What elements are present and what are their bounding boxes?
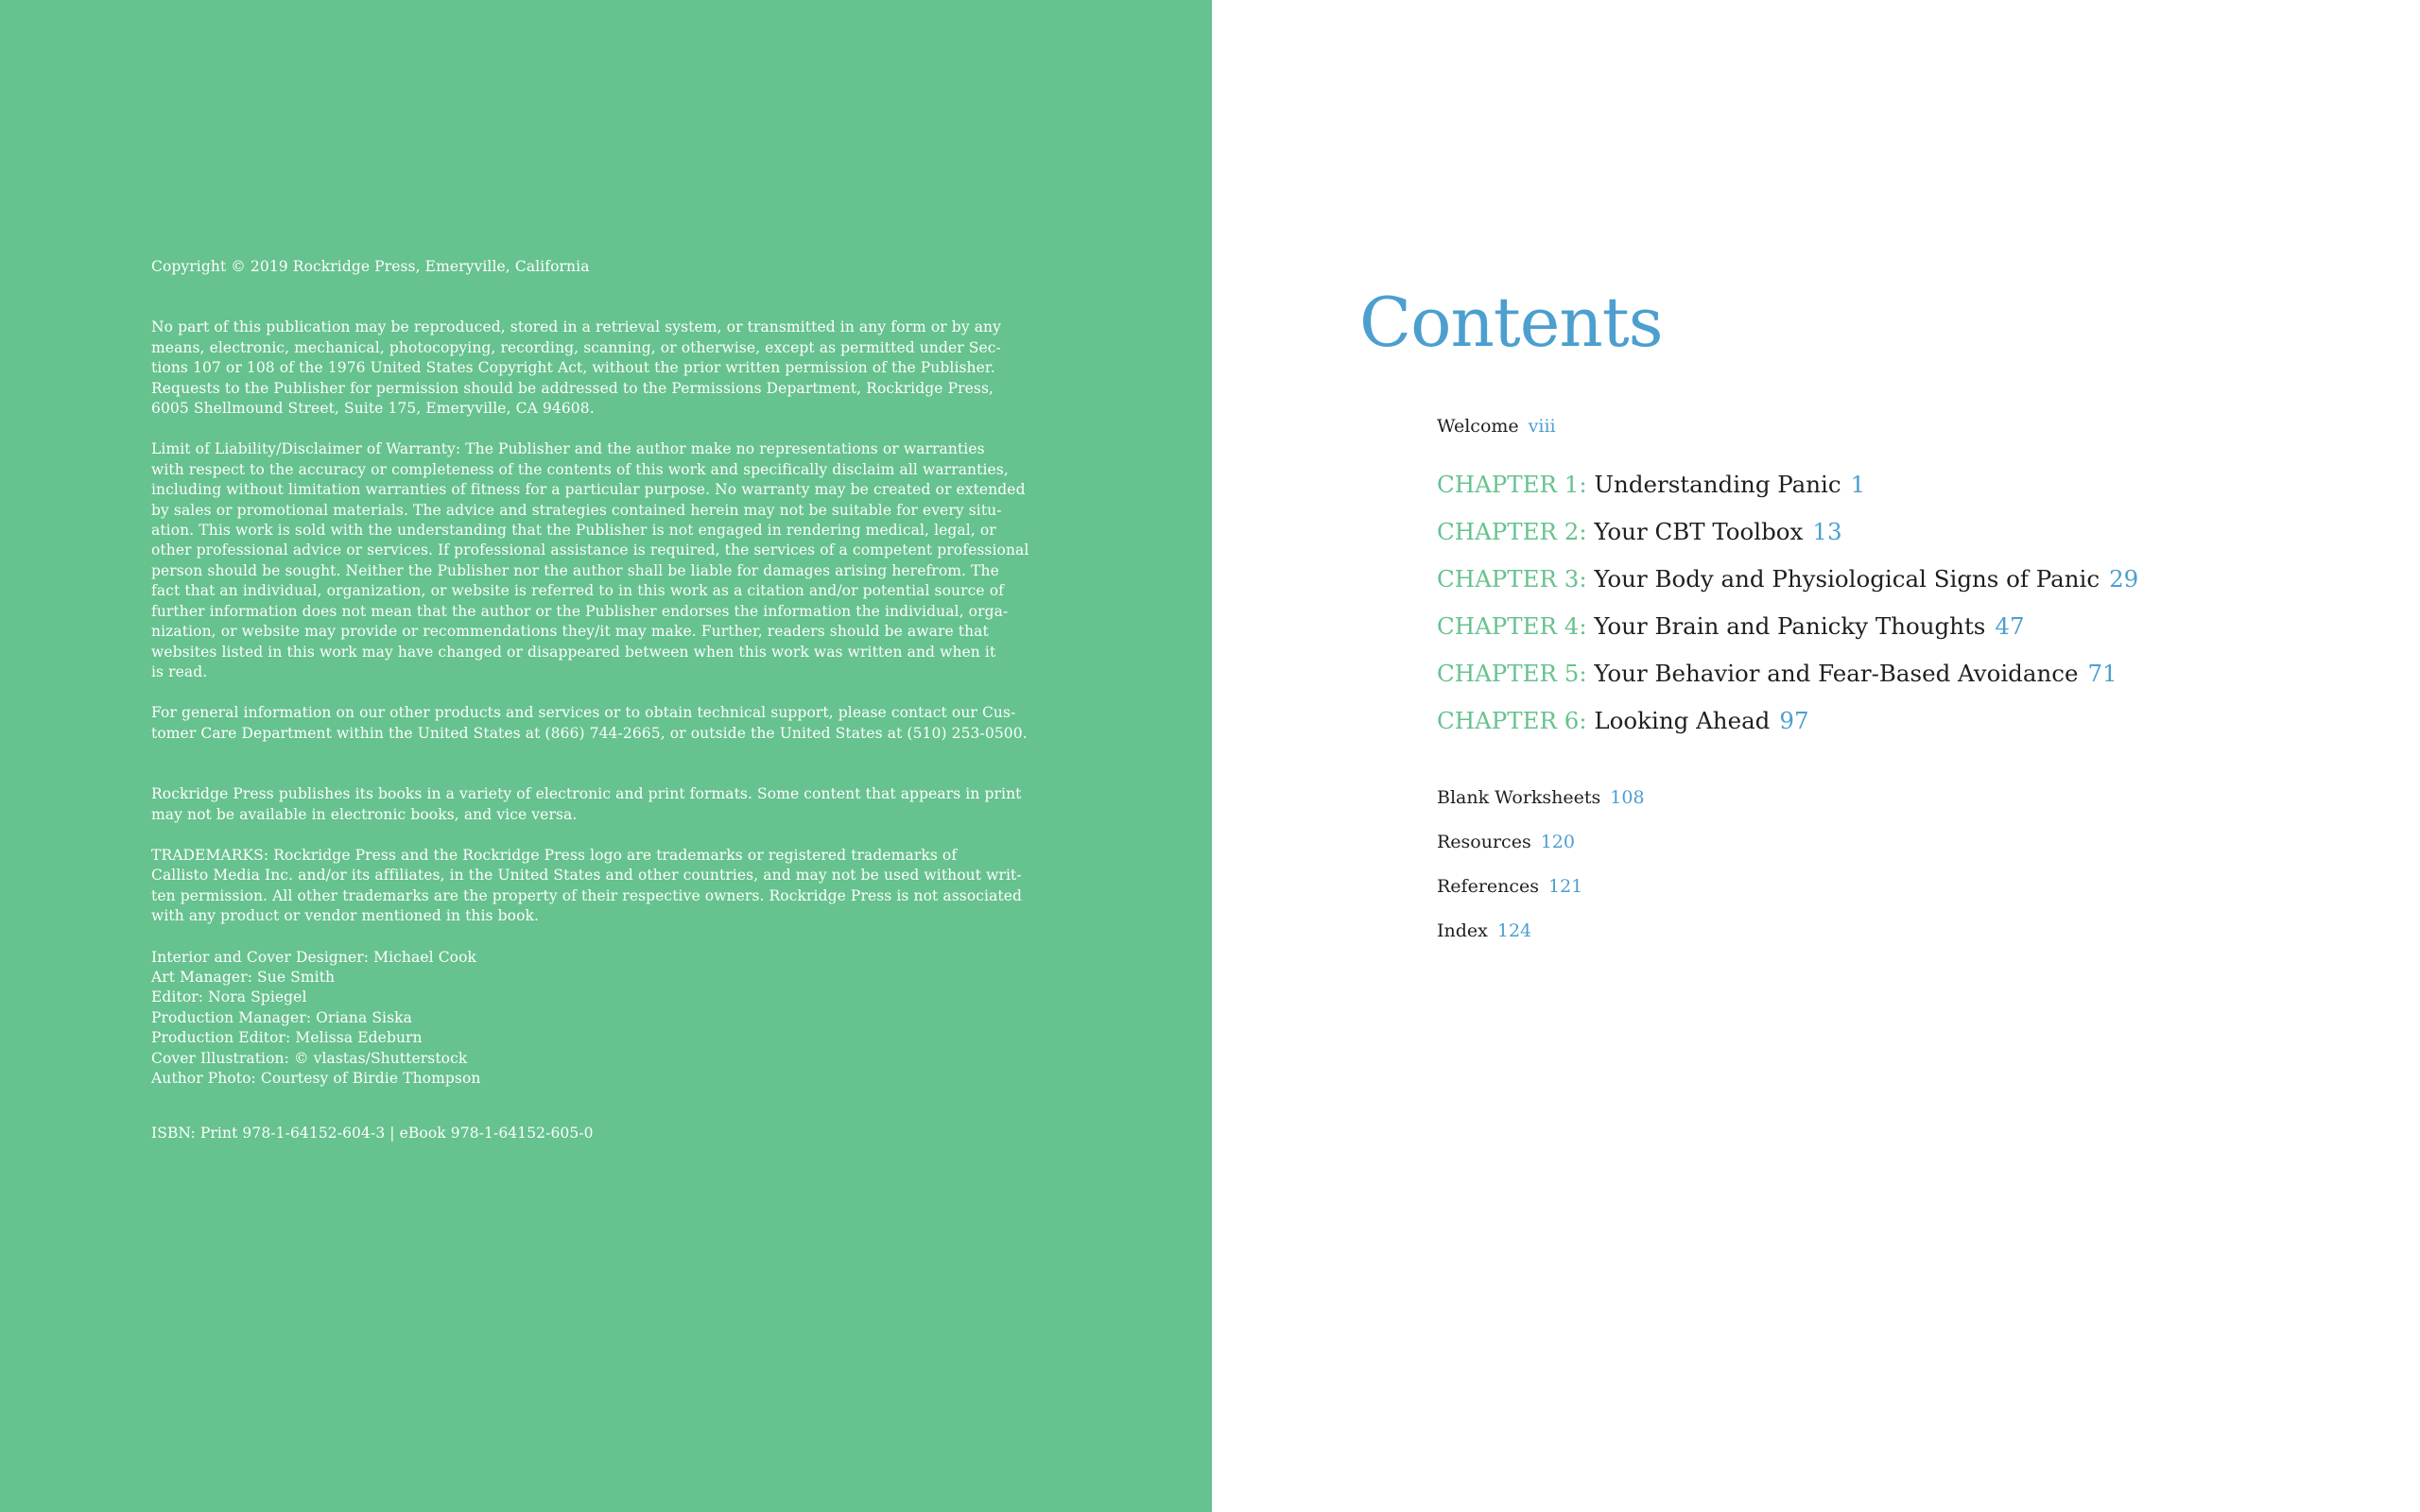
toc-chapter-2[interactable] — [1437, 518, 1842, 546]
chapter-prefix: CHAPTER 5: — [1437, 660, 1587, 687]
text-line: other professional advice or services. If professional assistance is required, the services of a competent professional — [151, 541, 1029, 559]
text-line: nization, or website may provide or recommendations they/it may make. Further, readers should be aware that — [151, 623, 989, 641]
formats-paragraph — [151, 784, 1059, 825]
text-line: further information does not mean that the author or the Publisher endorses the information the individual, orga- — [151, 602, 1009, 620]
isbn-line: ISBN: Print 978-1-64152-604-3 | eBook 978-1-64152-605-0 — [151, 1125, 594, 1143]
chapter-title: Your Behavior and Fear-Based Avoidance — [1594, 660, 2079, 687]
text-line: Requests to the Publisher for permission should be addressed to the Permissions Department, Rockridge Press, — [151, 379, 994, 397]
chapter-prefix: CHAPTER 2: — [1437, 518, 1587, 545]
chapter-prefix: CHAPTER 3: — [1437, 565, 1587, 593]
text-line: No part of this publication may be reproduced, stored in a retrieval system, or transmitted in any form or by any — [151, 318, 1001, 336]
toc-page-number: 97 — [1779, 707, 1809, 734]
chapter-prefix: CHAPTER 1: — [1437, 471, 1587, 498]
text-line: ation. This work is sold with the understanding that the Publisher is not engaged in rendering medical, legal, or — [151, 522, 996, 540]
contents-page — [1212, 0, 2420, 1512]
info-paragraph — [151, 703, 1059, 744]
toc-chapter-4[interactable] — [1437, 612, 2025, 641]
credit-line: Production Manager: Oriana Siska — [151, 1008, 413, 1026]
credit-line: Interior and Cover Designer: Michael Cook — [151, 948, 477, 966]
credit-line: Editor: Nora Spiegel — [151, 988, 307, 1006]
text-line: is read. — [151, 662, 208, 680]
text-line: means, electronic, mechanical, photocopying, recording, scanning, or otherwise, except as permitted under Sec- — [151, 338, 1001, 356]
chapter-title: Your CBT Toolbox — [1594, 518, 1804, 545]
toc-entry-label: Resources — [1437, 832, 1531, 852]
chapter-title: Understanding Panic — [1594, 471, 1841, 498]
text-line: TRADEMARKS: Rockridge Press and the Rockridge Press logo are trademarks or registered trademarks of — [151, 846, 958, 864]
toc-page-number: 47 — [1995, 612, 2025, 640]
toc-entry-welcome[interactable] — [1437, 415, 1556, 438]
toc-page-number: 13 — [1812, 518, 1842, 545]
text-line: with respect to the accuracy or completeness of the contents of this work and specifically disclaim all warranties, — [151, 460, 1009, 478]
text-line: may not be available in electronic books, and vice versa. — [151, 805, 578, 823]
trademarks-paragraph — [151, 846, 1059, 927]
toc-page-number: 71 — [2087, 660, 2118, 687]
toc-page-number: 120 — [1540, 832, 1575, 852]
chapter-title: Looking Ahead — [1594, 707, 1771, 734]
text-line: 6005 Shellmound Street, Suite 175, Emeryville, CA 94608. — [151, 400, 595, 418]
toc-chapter-6[interactable] — [1437, 707, 1809, 735]
toc-chapter-3[interactable] — [1437, 565, 2138, 593]
credit-line: Production Editor: Melissa Edeburn — [151, 1029, 423, 1047]
text-line: fact that an individual, organization, or website is referred to in this work as a citation and/or potential source of — [151, 582, 1004, 600]
rights-paragraph — [151, 318, 1059, 419]
toc-page-number: viii — [1528, 416, 1556, 437]
text-line: tions 107 or 108 of the 1976 United States Copyright Act, without the prior written permission of the Publisher. — [151, 359, 995, 377]
toc-entry-blank-worksheets[interactable] — [1437, 786, 1645, 809]
credit-line: Art Manager: Sue Smith — [151, 968, 336, 986]
text-line: tomer Care Department within the United States at (866) 744-2665, or outside the United States at (510) 253-0500. — [151, 724, 1028, 742]
toc-chapter-1[interactable] — [1437, 471, 1865, 499]
toc-page-number: 121 — [1548, 876, 1583, 897]
credit-line: Author Photo: Courtesy of Birdie Thompson — [151, 1070, 481, 1087]
toc-entry-label: Index — [1437, 920, 1488, 941]
credits-list — [151, 948, 1059, 1090]
text-line: ten permission. All other trademarks are the property of their respective owners. Rockridge Press is not associated — [151, 886, 1023, 904]
chapter-prefix: CHAPTER 6: — [1437, 707, 1587, 734]
toc-entry-label: References — [1437, 876, 1540, 897]
text-line: Rockridge Press publishes its books in a variety of electronic and print formats. Some content that appears in print — [151, 785, 1022, 803]
text-line: Callisto Media Inc. and/or its affiliates, in the United States and other countries, and may not be used without writ- — [151, 867, 1022, 885]
liability-paragraph — [151, 439, 1059, 682]
chapter-title: Your Body and Physiological Signs of Panic — [1594, 565, 2100, 593]
text-line: with any product or vendor mentioned in this book. — [151, 907, 540, 925]
credit-line: Cover Illustration: © vlastas/Shutterstock — [151, 1049, 468, 1067]
toc-entry-label: Welcome — [1437, 416, 1519, 437]
text-line: by sales or promotional materials. The advice and strategies contained herein may not be suitable for every situ- — [151, 501, 1002, 519]
toc-chapter-5[interactable] — [1437, 660, 2118, 688]
toc-entry-index[interactable] — [1437, 919, 1531, 942]
contents-title: Contents — [1359, 283, 1663, 362]
copyright-text-block — [151, 257, 1059, 1144]
toc-page-number: 108 — [1610, 787, 1645, 808]
chapter-title: Your Brain and Panicky Thoughts — [1594, 612, 1986, 640]
text-line: websites listed in this work may have changed or disappeared between when this work was written and when it — [151, 643, 996, 661]
copyright-line: Copyright © 2019 Rockridge Press, Emeryville, California — [151, 258, 590, 275]
text-line: For general information on our other products and services or to obtain technical support, please contact our Cus- — [151, 704, 1016, 722]
toc-page-number: 124 — [1496, 920, 1532, 941]
text-line: Limit of Liability/Disclaimer of Warranty: The Publisher and the author make no representations or warranties — [151, 440, 985, 458]
toc-page-number: 29 — [2109, 565, 2139, 593]
toc-entry-label: Blank Worksheets — [1437, 787, 1601, 808]
toc-entry-resources[interactable] — [1437, 831, 1575, 853]
text-line: person should be sought. Neither the Publisher nor the author shall be liable for damages arising herefrom. The — [151, 561, 999, 579]
toc-page-number: 1 — [1850, 471, 1866, 498]
toc-entry-references[interactable] — [1437, 875, 1582, 898]
chapter-prefix: CHAPTER 4: — [1437, 612, 1587, 640]
text-line: including without limitation warranties of fitness for a particular purpose. No warranty may be created or extended — [151, 481, 1026, 499]
